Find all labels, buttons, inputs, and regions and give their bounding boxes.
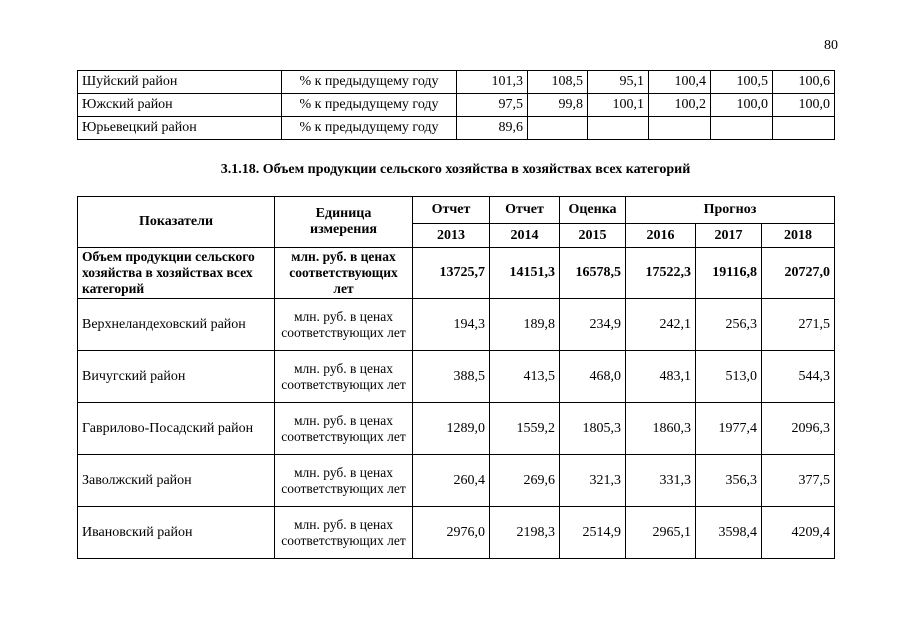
value-cell: 19116,8 [696,248,762,299]
row-name: Верхнеландеховский район [78,299,275,351]
row-name: Юрьевецкий район [78,117,282,140]
value-cell: 189,8 [490,299,560,351]
header-year: 2016 [626,224,696,248]
value-cell: 356,3 [696,455,762,507]
value-cell: 2198,3 [490,507,560,559]
value-cell: 2096,3 [762,403,835,455]
row-unit: % к предыдущему году [282,71,457,94]
header-unit [275,197,413,248]
value-cell: 1805,3 [560,403,626,455]
value-cell: 4209,4 [762,507,835,559]
value-cell: 16578,5 [560,248,626,299]
value-cell: 89,6 [457,117,528,140]
value-cell: 544,3 [762,351,835,403]
row-name: Объем продукции сельского хозяйства в хозяйствах всех категорий [78,248,275,299]
row-name: Ивановский район [78,507,275,559]
header-estimate: Оценка [560,197,626,224]
value-cell [711,117,773,140]
value-cell: 13725,7 [413,248,490,299]
header-unit-line2: измерения [310,222,377,237]
header-year: 2015 [560,224,626,248]
value-cell: 100,0 [711,94,773,117]
row-unit: млн. руб. в ценах соответствующих лет [275,455,413,507]
table-row [78,299,835,351]
table-row [78,71,835,94]
value-cell: 1289,0 [413,403,490,455]
top-table [77,70,835,140]
value-cell: 20727,0 [762,248,835,299]
value-cell [528,117,588,140]
value-cell: 100,6 [773,71,835,94]
row-unit: млн. руб. в ценах соответствующих лет [275,507,413,559]
value-cell: 14151,3 [490,248,560,299]
value-cell: 1860,3 [626,403,696,455]
value-cell: 321,3 [560,455,626,507]
value-cell: 2514,9 [560,507,626,559]
value-cell: 260,4 [413,455,490,507]
value-cell: 2965,1 [626,507,696,559]
value-cell: 234,9 [560,299,626,351]
section-title: 3.1.18. Объем продукции сельского хозяйства в хозяйствах всех категорий [220,162,691,177]
value-cell: 95,1 [588,71,649,94]
row-name: Шуйский район [78,71,282,94]
value-cell: 100,1 [588,94,649,117]
page-number: 80 [824,38,838,53]
value-cell: 413,5 [490,351,560,403]
value-cell: 17522,3 [626,248,696,299]
value-cell: 97,5 [457,94,528,117]
value-cell: 1977,4 [696,403,762,455]
header-report-2014: Отчет [490,197,560,224]
header-year: 2013 [413,224,490,248]
row-unit: млн. руб. в ценах соответствующих лет [275,403,413,455]
value-cell: 513,0 [696,351,762,403]
row-unit: % к предыдущему году [282,117,457,140]
row-unit: % к предыдущему году [282,94,457,117]
header-indicators: Показатели [78,197,275,248]
header-year: 2014 [490,224,560,248]
table-row [78,117,835,140]
value-cell: 99,8 [528,94,588,117]
header-report-2013: Отчет [413,197,490,224]
value-cell [649,117,711,140]
agriculture-table [77,196,835,559]
table-row [78,351,835,403]
row-name: Вичугский район [78,351,275,403]
table-row [78,94,835,117]
table-row [78,507,835,559]
value-cell: 100,5 [711,71,773,94]
row-name: Гаврилово-Посадский район [78,403,275,455]
row-name: Южский район [78,94,282,117]
row-unit: млн. руб. в ценах соответствующих лет [275,248,413,299]
value-cell: 2976,0 [413,507,490,559]
value-cell: 377,5 [762,455,835,507]
row-name: Заволжский район [78,455,275,507]
value-cell: 194,3 [413,299,490,351]
value-cell: 271,5 [762,299,835,351]
value-cell: 256,3 [696,299,762,351]
total-row [78,248,835,299]
header-year: 2018 [762,224,835,248]
header-year: 2017 [696,224,762,248]
value-cell: 483,1 [626,351,696,403]
header-forecast: Прогноз [626,197,835,224]
value-cell: 100,0 [773,94,835,117]
value-cell: 269,6 [490,455,560,507]
table-row [78,455,835,507]
value-cell [773,117,835,140]
value-cell: 108,5 [528,71,588,94]
value-cell: 331,3 [626,455,696,507]
value-cell: 468,0 [560,351,626,403]
value-cell: 242,1 [626,299,696,351]
value-cell: 100,2 [649,94,711,117]
row-unit: млн. руб. в ценах соответствующих лет [275,351,413,403]
value-cell: 3598,4 [696,507,762,559]
value-cell: 100,4 [649,71,711,94]
header-unit-line1: Единица [315,206,372,221]
row-unit: млн. руб. в ценах соответствующих лет [275,299,413,351]
value-cell: 1559,2 [490,403,560,455]
table-row [78,403,835,455]
value-cell [588,117,649,140]
value-cell: 388,5 [413,351,490,403]
value-cell: 101,3 [457,71,528,94]
